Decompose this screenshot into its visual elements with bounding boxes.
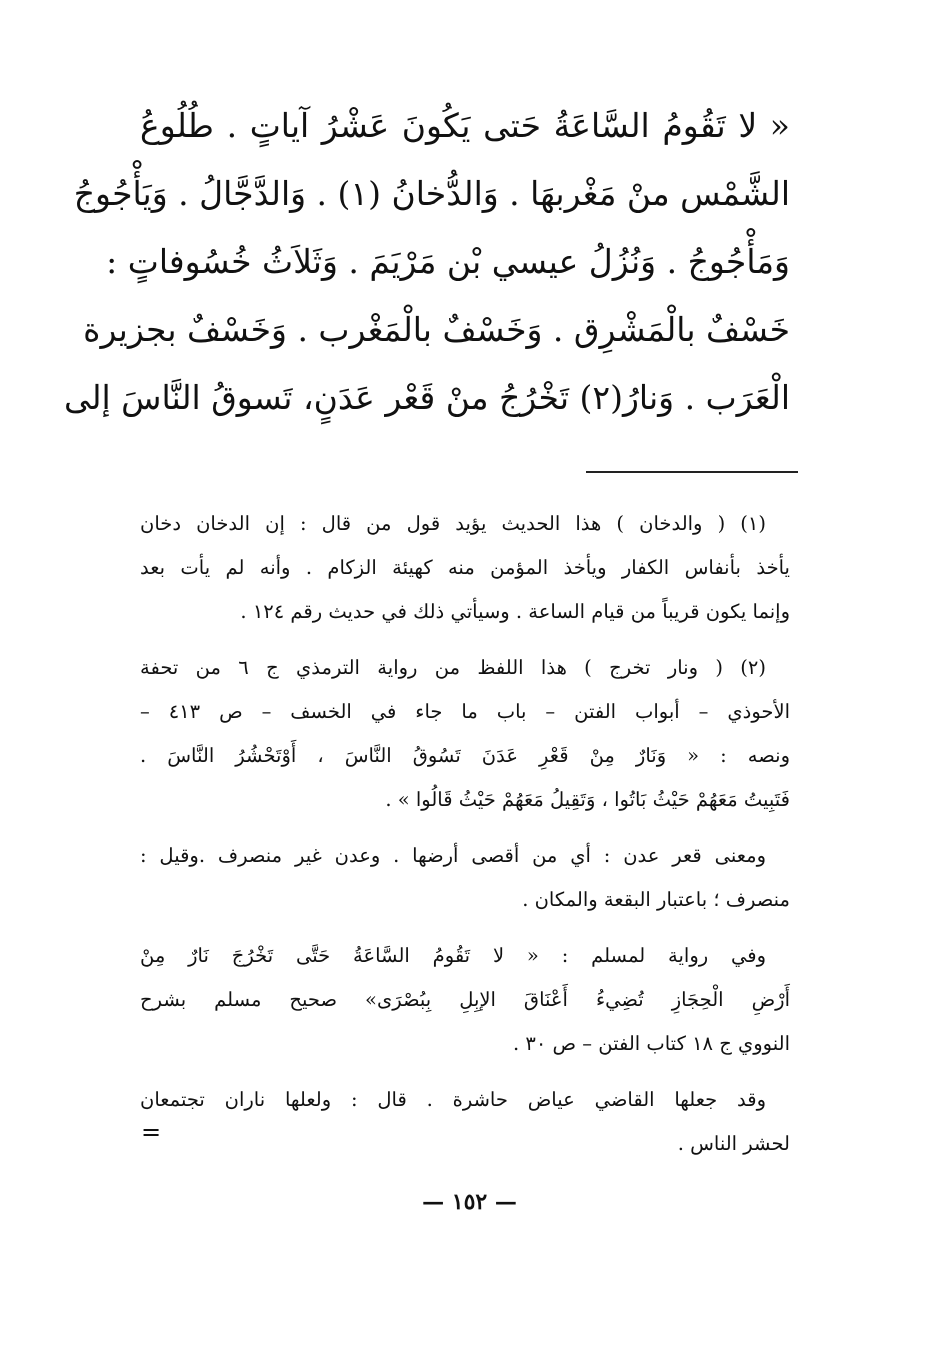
footnote-line: وفي رواية لمسلم : « لا تَقُومُ السَّاعَةُ حَتَّى تَخْرُجَ نَارٌ مِنْ xyxy=(140,944,766,967)
footnotes-section xyxy=(140,502,790,1178)
page-number: — ١٥٢ — xyxy=(422,1189,517,1215)
footnote-line: فَتَبِيتُ مَعَهُمْ حَيْثُ بَاتُوا ، وَتَقِيلُ مَعَهُمْ حَيْثُ قَالُوا » . xyxy=(385,788,790,811)
continuation-mark: = xyxy=(141,1118,162,1146)
main-text-line: « لا تَقُومُ السَّاعَةُ حَتى يَكُونَ عَشْرُ آياتٍ . طُلُوعُ xyxy=(140,106,790,145)
footnote-line: النووي ج ١٨ كتاب الفتن – ص ٣٠ . xyxy=(512,1032,790,1055)
footnote-line: يأخذ بأنفاس الكفار ويأخذ المؤمن منه كهيئة الزكام . وأنه لم يأت بعد xyxy=(140,556,790,579)
footnote-line: ومعنى قعر عدن : أي من أقصى أرضها . وعدن غير منصرف .وقيل : xyxy=(140,844,766,867)
footnote-line: أَرْضِ الْحِجَازِ تُضِيءُ أَعْنَاقَ الإبِلِ بِبُصْرَى» صحيح مسلم بشرح xyxy=(140,988,790,1011)
footnote-line: لحشر الناس . xyxy=(677,1132,790,1155)
footnote-2 xyxy=(140,646,790,822)
footnote-line: وقد جعلها القاضي عياض حاشرة . قال : ولعلها ناران تجتمعان xyxy=(140,1088,766,1111)
footnote-line: وإنما يكون قريباً من قيام الساعة . وسيأتي ذلك في حديث رقم ١٢٤ . xyxy=(240,600,790,623)
footnote-1 xyxy=(140,502,790,634)
footnote-line: (٢) ( ونار تخرج ) هذا اللفظ من رواية الترمذي ج ٦ من تحفة xyxy=(140,656,766,679)
footnote-qaar-meaning xyxy=(140,834,790,922)
main-text-line: الشَّمْس منْ مَغْربهَا . وَالدُّخانُ (١) . وَالدَّجَّالُ . وَيَأْجُوجُ xyxy=(73,174,790,213)
footnote-separator-rule xyxy=(586,471,798,473)
main-text-line: خَسْفٌ بالْمَشْرِق . وَخَسْفٌ بالْمَغْرب . وَخَسْفٌ بجزيرة xyxy=(83,310,790,349)
footnote-line: (١) ( والدخان ) هذا الحديث يؤيد قول من قال : إن الدخان دخان xyxy=(140,512,766,535)
footnote-line: ونصه : « وَنَارٌ مِنْ قَعْرِ عَدَنَ تَسُوقُ النَّاسَ ، أَوْتَحْشُرُ النَّاسَ . xyxy=(140,744,790,767)
footnote-muslim-narration xyxy=(140,934,790,1066)
footnote-line: منصرف ؛ باعتبار البقعة والمكان . xyxy=(522,888,790,911)
footnote-line: الأحوذي – أبواب الفتن – باب ما جاء في الخسف – ص ٤١٣ – xyxy=(140,700,790,723)
hadith-main-text xyxy=(63,92,790,432)
footnote-qadi-iyad xyxy=(140,1078,790,1166)
main-text-line: الْعَرَب . وَنارُ(٢) تَخْرُجُ منْ قَعْر عَدَنٍ، تَسوقُ النَّاسَ إلى xyxy=(63,378,790,417)
main-text-line: وَمَأْجُوجُ . وَنُزُلُ عيسي بْن مَرْيَمَ . وَثَلاَثُ خُسُوفاتٍ : xyxy=(106,242,790,281)
